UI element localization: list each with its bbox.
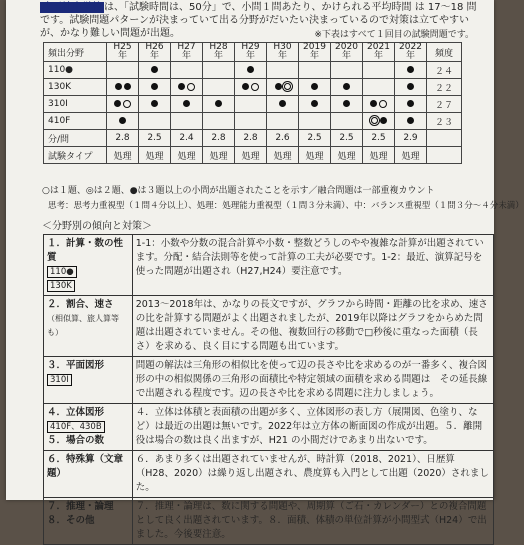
one-mark xyxy=(379,100,387,108)
frequency-mark-cell xyxy=(395,79,427,96)
topic-label-cell xyxy=(44,235,133,296)
frequency-table xyxy=(43,42,462,164)
frequency-mark-cell xyxy=(299,79,331,96)
topic-label-cell xyxy=(44,357,133,404)
type-cell: 処理 xyxy=(331,147,363,164)
three-plus-mark xyxy=(124,83,131,90)
topic-row xyxy=(44,451,494,498)
frequency-mark-cell xyxy=(331,79,363,96)
type-cell: 処理 xyxy=(235,147,267,164)
frequency-mark-cell xyxy=(139,79,171,96)
three-plus-mark xyxy=(183,100,190,107)
topic-description: ７．推理・論理は、数に関する問題や、周期算（ご石・カレンダー）との複合問題として良く出題されています。８．面積、体積の単位計算が小問型式（H24）で出ました。今後要注意。 xyxy=(132,498,493,545)
year-cell: 2022 年 xyxy=(395,43,427,62)
topic-label-cell xyxy=(44,296,133,357)
frequency-mark-cell xyxy=(267,62,299,79)
frequency-mark-cell xyxy=(363,113,395,130)
minutes-cell: 2.6 xyxy=(267,130,299,147)
topic-code: 310I xyxy=(47,374,72,386)
frequency-mark-cell xyxy=(299,62,331,79)
frequency-row xyxy=(44,113,462,130)
topic-code: 110● xyxy=(44,62,107,79)
topic-code: ８．その他 xyxy=(47,515,95,526)
three-plus-mark xyxy=(343,100,350,107)
minutes-cell: 2.4 xyxy=(171,130,203,147)
minutes-cell: 2.5 xyxy=(331,130,363,147)
type-label: 試験タイプ xyxy=(44,147,107,164)
type-cell: 処理 xyxy=(171,147,203,164)
year-cell: 2019 年 xyxy=(299,43,331,62)
frequency-mark-cell xyxy=(171,96,203,113)
three-plus-mark xyxy=(311,83,318,90)
year-cell: H29 年 xyxy=(235,43,267,62)
two-mark xyxy=(284,83,291,90)
frequency-rows xyxy=(44,62,462,130)
type-cell: 処理 xyxy=(299,147,331,164)
frequency-mark-cell xyxy=(395,62,427,79)
frequency-mark-cell xyxy=(139,96,171,113)
minutes-row xyxy=(44,130,462,147)
frequency-mark-cell xyxy=(363,62,395,79)
year-cell: H26 年 xyxy=(139,43,171,62)
frequency-mark-cell xyxy=(299,113,331,130)
frequency-mark-cell xyxy=(171,113,203,130)
year-cell: H28 年 xyxy=(203,43,235,62)
type-cell: 処理 xyxy=(395,147,427,164)
table-note: ※下表はすべて１回目の試験問題です。 xyxy=(314,30,474,40)
frequency-mark-cell xyxy=(331,96,363,113)
topic-code: 410F、430B xyxy=(47,421,105,433)
frequency-mark-cell xyxy=(267,79,299,96)
minutes-cell: 2.8 xyxy=(235,130,267,147)
frequency-mark-cell xyxy=(203,79,235,96)
frequency-mark-cell xyxy=(203,96,235,113)
three-plus-mark xyxy=(279,100,286,107)
three-plus-mark xyxy=(343,83,350,90)
year-cell: H30 年 xyxy=(267,43,299,62)
two-mark xyxy=(371,117,378,124)
frequency-mark-cell xyxy=(107,62,139,79)
topic-description: ６．あまり多くは出題されていませんが、時計算（2018、2021）、日歴算（H28、2020）は繰り返し出題され、農度算も入門として出題（2020）されました。 xyxy=(132,451,493,498)
frequency-mark-cell xyxy=(107,113,139,130)
frequency-count: ２７ xyxy=(427,96,462,113)
corner-label: 頻出分野 xyxy=(44,43,107,62)
three-plus-mark xyxy=(380,117,387,124)
three-plus-mark xyxy=(242,83,249,90)
frequency-mark-cell xyxy=(395,96,427,113)
three-plus-mark xyxy=(370,100,377,107)
year-cell: 2021 年 xyxy=(363,43,395,62)
topic-description: 問題の解法は三角形の相似比を使って辺の長さや比を求めるのが一番多く、複合図形の中の相似関係の三角形の面積比や特定領域の面積を求める問題は その延長線で出題される程度です。辺の長さや比を求める問題に注力しましょう。 xyxy=(132,357,493,404)
three-plus-mark xyxy=(407,117,414,124)
frequency-mark-cell xyxy=(331,113,363,130)
type-legend-note: 思考：思考力重視型（１問４分以上）、処理：処理能力重視型（１問３分未満）、中：バランス重視型（１問３分～４分未満） xyxy=(48,201,524,211)
minutes-cell: 2.5 xyxy=(299,130,331,147)
topic-title: ７．推理・論理 xyxy=(47,501,114,512)
topic-row xyxy=(44,357,494,404)
topic-row xyxy=(44,498,494,545)
legend-note: ○は１題、◎は２題、●は３題以上の小問が出題されたことを示す／融合問題は一部重複カウント xyxy=(42,186,435,196)
one-mark xyxy=(187,83,195,91)
one-mark xyxy=(251,83,259,91)
empty-cell xyxy=(427,147,462,164)
frequency-mark-cell xyxy=(107,96,139,113)
three-plus-mark xyxy=(119,117,126,124)
minutes-cell: 2.5 xyxy=(139,130,171,147)
topic-title: ３．平面図形 xyxy=(47,360,105,371)
school-name-redacted: 攻玉社中学校 xyxy=(42,2,102,13)
three-plus-mark xyxy=(114,100,121,107)
three-plus-mark xyxy=(151,100,158,107)
topic-label-cell xyxy=(44,404,133,451)
three-plus-mark xyxy=(275,83,282,90)
topic-title: ２．割合、速さ xyxy=(47,299,114,310)
three-plus-mark xyxy=(178,83,185,90)
three-plus-mark xyxy=(311,100,318,107)
one-mark xyxy=(123,100,131,108)
frequency-mark-cell xyxy=(171,79,203,96)
intro-body: は、「試験時間は、50分」で、小問１問あたり、かけられる平均時間 は 17～18 問です。試験問題パターンが決まっていて出る分野がだいたい決まっているので対策は立てやすいが、かなり難しい問題が出題。 xyxy=(40,2,477,39)
type-cell: 処理 xyxy=(363,147,395,164)
year-cell: H25 年 xyxy=(107,43,139,62)
frequency-mark-cell xyxy=(235,79,267,96)
year-cell: 2020 年 xyxy=(331,43,363,62)
three-plus-mark xyxy=(407,100,414,107)
topic-label-cell xyxy=(44,451,133,498)
frequency-mark-cell xyxy=(331,62,363,79)
type-cell: 処理 xyxy=(267,147,299,164)
frequency-mark-cell xyxy=(235,62,267,79)
topic-code: 110● xyxy=(47,266,77,278)
frequency-count: ２２ xyxy=(427,79,462,96)
minutes-label: 分/問 xyxy=(44,130,107,147)
frequency-row xyxy=(44,79,462,96)
frequency-mark-cell xyxy=(139,113,171,130)
three-plus-mark xyxy=(407,83,414,90)
topic-code: （相似算、旅人算等も） xyxy=(47,314,119,337)
minutes-cell: 2.9 xyxy=(395,130,427,147)
count-header: 頻度 xyxy=(427,43,462,62)
frequency-row xyxy=(44,62,462,79)
frequency-mark-cell xyxy=(395,113,427,130)
topic-code: ５．場合の数 xyxy=(47,435,105,446)
frequency-mark-cell xyxy=(203,113,235,130)
three-plus-mark xyxy=(215,100,222,107)
topic-title: １．計算・数の性質 xyxy=(47,238,124,263)
topic-code: 130K xyxy=(47,280,75,292)
three-plus-mark xyxy=(407,66,414,73)
topic-code: 410F xyxy=(44,113,107,130)
type-cell: 処理 xyxy=(107,147,139,164)
topic-title: ４．立体図形 xyxy=(47,407,105,418)
frequency-mark-cell xyxy=(363,79,395,96)
topic-label-cell xyxy=(44,498,133,545)
topics-table xyxy=(43,234,494,545)
topic-title: ６．特殊算（文章題） xyxy=(47,454,124,479)
topic-row xyxy=(44,404,494,451)
frequency-row xyxy=(44,96,462,113)
three-plus-mark xyxy=(151,83,158,90)
frequency-mark-cell xyxy=(235,96,267,113)
topic-code: 130K xyxy=(44,79,107,96)
frequency-count: ２３ xyxy=(427,113,462,130)
frequency-count: ２４ xyxy=(427,62,462,79)
minutes-cell: 2.8 xyxy=(203,130,235,147)
minutes-cell: 2.8 xyxy=(107,130,139,147)
year-cell: H27 年 xyxy=(171,43,203,62)
frequency-mark-cell xyxy=(299,96,331,113)
frequency-mark-cell xyxy=(203,62,235,79)
type-cell: 処理 xyxy=(139,147,171,164)
three-plus-mark xyxy=(247,66,254,73)
exam-analysis-page xyxy=(6,0,524,540)
frequency-mark-cell xyxy=(267,113,299,130)
type-row xyxy=(44,147,462,164)
frequency-mark-cell xyxy=(107,79,139,96)
three-plus-mark xyxy=(151,66,158,73)
topic-row xyxy=(44,296,494,357)
topic-description: 1-1：小数や分数の混合計算や小数・整数どうしのやや複雑な計算が出題されています。分配・結合法則等を使って計算の工夫が必要です。1-2：最近、演算記号を使った問題が出題され（H27,H24）要注意です。 xyxy=(132,235,493,296)
year-header-row xyxy=(44,43,462,62)
trend-title: ＜分野別の傾向と対策＞ xyxy=(42,221,152,232)
topic-rows xyxy=(44,235,494,545)
topic-row xyxy=(44,235,494,296)
topic-description: ４．立体は体積と表面積の出題が多く、立体図形の表し方（展開図、色塗り、など）は最近の出題は無いです。2022年は立方体の断面図の作成が出題。５．離開役は場合の数は良く出ますが、H21 の小間だけであまり出ないです。 xyxy=(132,404,493,451)
topic-code: 310I xyxy=(44,96,107,113)
three-plus-mark xyxy=(115,83,122,90)
frequency-mark-cell xyxy=(267,96,299,113)
frequency-mark-cell xyxy=(139,62,171,79)
frequency-mark-cell xyxy=(171,62,203,79)
minutes-cell: 2.5 xyxy=(363,130,395,147)
type-cell: 処理 xyxy=(203,147,235,164)
topic-description: 2013～2018年は、かなりの長文ですが、グラフから時間・距離の比を求め、速さの比を計算する問題がよく出題されましたが、2019年以降はグラフをからめた問題は出題されていません。その他、複数回行の移動で□秒後に重なった面積（長さ）を求める、良く目にする問題も出ています。 xyxy=(132,296,493,357)
frequency-mark-cell xyxy=(363,96,395,113)
frequency-mark-cell xyxy=(235,113,267,130)
empty-cell xyxy=(427,130,462,147)
